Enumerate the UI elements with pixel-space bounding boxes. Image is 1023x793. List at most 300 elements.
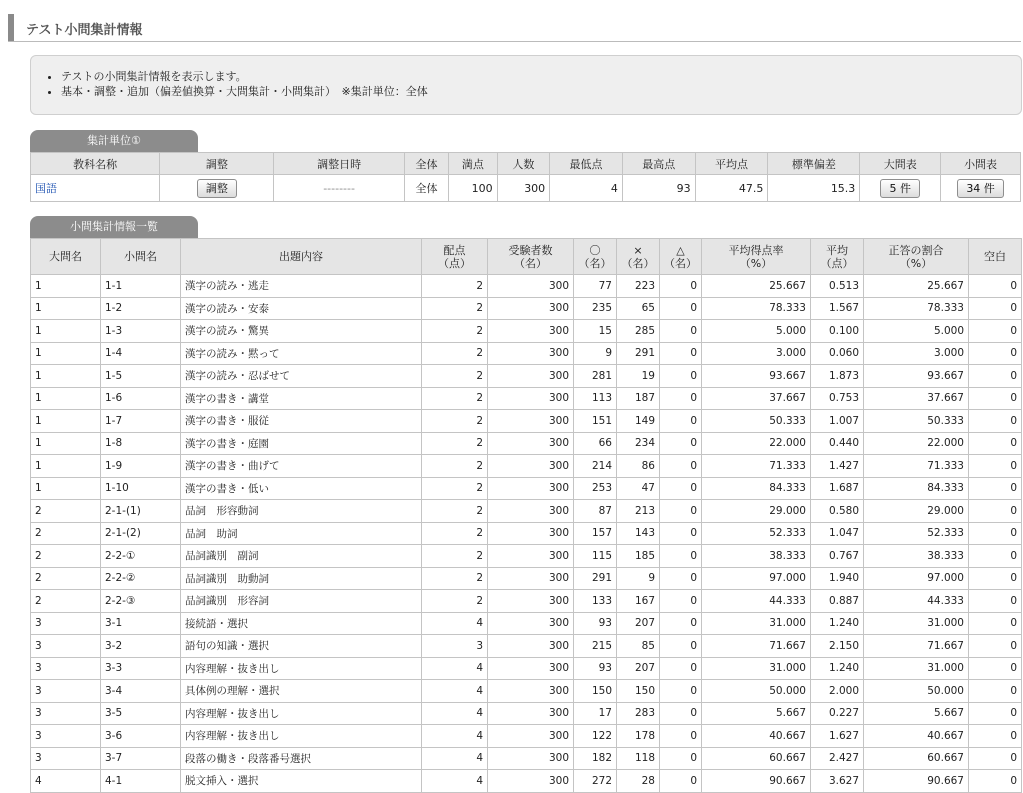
blank-cell: 0 (969, 770, 1022, 793)
wrong-cell: 149 (617, 410, 660, 433)
shomon-cell: 1-9 (101, 455, 181, 478)
points-cell: 2 (422, 500, 488, 523)
column-header: 標準偏差 (768, 153, 860, 175)
shomon-cell: 1-2 (101, 297, 181, 320)
shomon-cell: 1-4 (101, 342, 181, 365)
shomon-cell: 2-2-② (101, 567, 181, 590)
daimon-cell: 1 (31, 432, 101, 455)
correct-cell: 150 (574, 680, 617, 703)
daimon-cell: 2 (31, 500, 101, 523)
avg-rate-cell: 38.333 (702, 545, 811, 568)
content-cell: 内容理解・抜き出し (181, 725, 422, 748)
correct-cell: 17 (574, 702, 617, 725)
examinees-cell: 300 (488, 680, 574, 703)
column-header: × （名） (617, 239, 660, 275)
table-row (31, 432, 1022, 455)
content-cell: 漢字の書き・曲げて (181, 455, 422, 478)
correct-ratio-cell: 25.667 (864, 275, 969, 298)
shomon-cell: 2-2-③ (101, 590, 181, 613)
table-row (31, 320, 1022, 343)
avg-points-cell: 0.060 (811, 342, 864, 365)
blank-cell: 0 (969, 365, 1022, 388)
correct-cell: 77 (574, 275, 617, 298)
table-row (31, 590, 1022, 613)
blank-cell: 0 (969, 545, 1022, 568)
partial-cell: 0 (660, 432, 702, 455)
blank-cell: 0 (969, 680, 1022, 703)
column-header: △ （名） (660, 239, 702, 275)
correct-cell: 253 (574, 477, 617, 500)
examinees-cell: 300 (488, 702, 574, 725)
daimon-cell: 1 (31, 297, 101, 320)
correct-ratio-cell: 71.667 (864, 635, 969, 658)
daimon-cell: 1 (31, 342, 101, 365)
info-box (30, 55, 1022, 115)
table-row (31, 365, 1022, 388)
shomon-cell: 2-1-(1) (101, 500, 181, 523)
column-header: 教科名称 (31, 153, 160, 175)
avg-rate-cell: 93.667 (702, 365, 811, 388)
points-cell: 4 (422, 770, 488, 793)
wrong-cell: 234 (617, 432, 660, 455)
shomon-cell: 3-4 (101, 680, 181, 703)
avg-points-cell: 1.567 (811, 297, 864, 320)
partial-cell: 0 (660, 545, 702, 568)
avg-points-cell: 2.150 (811, 635, 864, 658)
examinees-cell: 300 (488, 477, 574, 500)
shomon-cell: 1-7 (101, 410, 181, 433)
correct-cell: 115 (574, 545, 617, 568)
content-cell: 漢字の読み・黙って (181, 342, 422, 365)
avg-rate-cell: 31.000 (702, 657, 811, 680)
avg-score-cell: 47.5 (695, 175, 768, 202)
avg-rate-cell: 50.333 (702, 410, 811, 433)
adjust-datetime: -------- (274, 175, 404, 202)
content-cell: 具体例の理解・選択 (181, 680, 422, 703)
wrong-cell: 223 (617, 275, 660, 298)
column-header: 受験者数 （名） (488, 239, 574, 275)
correct-cell: 133 (574, 590, 617, 613)
shomon-cell: 3-2 (101, 635, 181, 658)
examinees-cell: 300 (488, 747, 574, 770)
correct-ratio-cell: 22.000 (864, 432, 969, 455)
page-header (8, 14, 1021, 42)
unit-table-header (31, 153, 1021, 175)
avg-points-cell: 3.627 (811, 770, 864, 793)
avg-points-cell: 1.940 (811, 567, 864, 590)
avg-rate-cell: 84.333 (702, 477, 811, 500)
partial-cell: 0 (660, 567, 702, 590)
partial-cell: 0 (660, 320, 702, 343)
shomon-cell: 1-5 (101, 365, 181, 388)
partial-cell: 0 (660, 770, 702, 793)
correct-ratio-cell: 84.333 (864, 477, 969, 500)
avg-points-cell: 1.873 (811, 365, 864, 388)
daimon-cell: 3 (31, 702, 101, 725)
column-header: 調整 (160, 153, 274, 175)
column-header: 正答の割合 （%） (864, 239, 969, 275)
avg-rate-cell: 5.667 (702, 702, 811, 725)
correct-cell: 182 (574, 747, 617, 770)
table-row (31, 545, 1022, 568)
wrong-cell: 28 (617, 770, 660, 793)
daimon-cell: 3 (31, 680, 101, 703)
items-table-header (31, 239, 1022, 275)
items-table (30, 238, 1022, 793)
avg-points-cell: 1.427 (811, 455, 864, 478)
blank-cell: 0 (969, 657, 1022, 680)
correct-cell: 291 (574, 567, 617, 590)
points-cell: 3 (422, 635, 488, 658)
correct-cell: 15 (574, 320, 617, 343)
wrong-cell: 65 (617, 297, 660, 320)
table-row (31, 702, 1022, 725)
correct-ratio-cell: 97.000 (864, 567, 969, 590)
table-row (31, 477, 1022, 500)
correct-cell: 215 (574, 635, 617, 658)
column-header: 小問表 (941, 153, 1021, 175)
table-row (31, 747, 1022, 770)
wrong-cell: 167 (617, 590, 660, 613)
blank-cell: 0 (969, 342, 1022, 365)
correct-cell: 157 (574, 522, 617, 545)
avg-points-cell: 0.513 (811, 275, 864, 298)
content-cell: 内容理解・抜き出し (181, 657, 422, 680)
avg-points-cell: 1.007 (811, 410, 864, 433)
avg-points-cell: 1.240 (811, 612, 864, 635)
partial-cell: 0 (660, 635, 702, 658)
avg-rate-cell: 78.333 (702, 297, 811, 320)
content-cell: 脱文挿入・選択 (181, 770, 422, 793)
examinees-cell: 300 (488, 567, 574, 590)
column-header: 満点 (449, 153, 497, 175)
examinees-cell: 300 (488, 612, 574, 635)
avg-rate-cell: 71.667 (702, 635, 811, 658)
avg-points-cell: 0.580 (811, 500, 864, 523)
daimon-cell: 1 (31, 410, 101, 433)
content-cell: 品詞識別 形容詞 (181, 590, 422, 613)
min-score-cell: 4 (550, 175, 623, 202)
daimon-cell (860, 175, 941, 202)
correct-ratio-cell: 40.667 (864, 725, 969, 748)
adjust-cell (160, 175, 274, 202)
daimon-cell: 1 (31, 455, 101, 478)
partial-cell: 0 (660, 297, 702, 320)
correct-cell: 9 (574, 342, 617, 365)
examinees-cell: 300 (488, 342, 574, 365)
daimon-cell: 2 (31, 522, 101, 545)
daimon-cell: 3 (31, 725, 101, 748)
partial-cell: 0 (660, 725, 702, 748)
partial-cell: 0 (660, 455, 702, 478)
content-cell: 漢字の読み・逃走 (181, 275, 422, 298)
examinees-cell: 300 (488, 522, 574, 545)
correct-ratio-cell: 52.333 (864, 522, 969, 545)
avg-points-cell: 0.100 (811, 320, 864, 343)
unit-section-tab: 集計単位① (30, 130, 198, 152)
table-row (31, 455, 1022, 478)
correct-ratio-cell: 90.667 (864, 770, 969, 793)
points-cell: 4 (422, 657, 488, 680)
partial-cell: 0 (660, 702, 702, 725)
blank-cell: 0 (969, 477, 1022, 500)
partial-cell: 0 (660, 747, 702, 770)
examinees-cell: 300 (488, 365, 574, 388)
avg-points-cell: 2.000 (811, 680, 864, 703)
correct-cell: 151 (574, 410, 617, 433)
blank-cell: 0 (969, 275, 1022, 298)
content-cell: 漢字の読み・驚異 (181, 320, 422, 343)
avg-points-cell: 1.627 (811, 725, 864, 748)
examinees-cell: 300 (488, 770, 574, 793)
examinees-cell: 300 (488, 500, 574, 523)
avg-points-cell: 1.047 (811, 522, 864, 545)
correct-ratio-cell: 38.333 (864, 545, 969, 568)
correct-ratio-cell: 93.667 (864, 365, 969, 388)
points-cell: 2 (422, 297, 488, 320)
shomon-cell: 4-1 (101, 770, 181, 793)
daimon-cell: 1 (31, 275, 101, 298)
examinees-cell: 300 (488, 635, 574, 658)
avg-points-cell: 0.767 (811, 545, 864, 568)
points-cell: 2 (422, 342, 488, 365)
blank-cell: 0 (969, 702, 1022, 725)
column-header: 出題内容 (181, 239, 422, 275)
points-cell: 2 (422, 590, 488, 613)
items-section-tab: 小問集計情報一覧 (30, 216, 198, 238)
content-cell: 接続語・選択 (181, 612, 422, 635)
blank-cell: 0 (969, 612, 1022, 635)
count-cell: 300 (497, 175, 550, 202)
blank-cell: 0 (969, 635, 1022, 658)
blank-cell: 0 (969, 410, 1022, 433)
header-accent-bar (8, 14, 14, 41)
partial-cell: 0 (660, 522, 702, 545)
column-header: 〇 （名） (574, 239, 617, 275)
daimon-cell: 3 (31, 612, 101, 635)
correct-cell: 214 (574, 455, 617, 478)
correct-cell: 272 (574, 770, 617, 793)
shomon-cell: 2-2-① (101, 545, 181, 568)
partial-cell: 0 (660, 410, 702, 433)
avg-rate-cell: 37.667 (702, 387, 811, 410)
blank-cell: 0 (969, 455, 1022, 478)
examinees-cell: 300 (488, 387, 574, 410)
content-cell: 漢字の読み・安泰 (181, 297, 422, 320)
partial-cell: 0 (660, 590, 702, 613)
content-cell: 漢字の書き・講堂 (181, 387, 422, 410)
column-header: 空白 (969, 239, 1022, 275)
avg-rate-cell: 90.667 (702, 770, 811, 793)
avg-rate-cell: 52.333 (702, 522, 811, 545)
shomon-cell: 3-7 (101, 747, 181, 770)
blank-cell: 0 (969, 725, 1022, 748)
table-row (31, 680, 1022, 703)
correct-cell: 235 (574, 297, 617, 320)
avg-points-cell: 2.427 (811, 747, 864, 770)
content-cell: 品詞 助詞 (181, 522, 422, 545)
avg-points-cell: 0.440 (811, 432, 864, 455)
examinees-cell: 300 (488, 432, 574, 455)
correct-cell: 93 (574, 657, 617, 680)
avg-rate-cell: 40.667 (702, 725, 811, 748)
points-cell: 2 (422, 275, 488, 298)
items-table-body (31, 275, 1022, 793)
daimon-table-button[interactable]: 5 件 (880, 179, 920, 198)
examinees-cell: 300 (488, 297, 574, 320)
points-cell: 2 (422, 455, 488, 478)
points-cell: 4 (422, 680, 488, 703)
shomon-cell: 3-3 (101, 657, 181, 680)
avg-rate-cell: 5.000 (702, 320, 811, 343)
daimon-cell: 4 (31, 770, 101, 793)
column-header: 小問名 (101, 239, 181, 275)
table-row (31, 770, 1022, 793)
table-row (31, 410, 1022, 433)
column-header: 平均 （点） (811, 239, 864, 275)
wrong-cell: 150 (617, 680, 660, 703)
points-cell: 2 (422, 387, 488, 410)
daimon-cell: 1 (31, 365, 101, 388)
points-cell: 2 (422, 545, 488, 568)
shomon-cell: 1-1 (101, 275, 181, 298)
avg-rate-cell: 25.667 (702, 275, 811, 298)
wrong-cell: 19 (617, 365, 660, 388)
wrong-cell: 9 (617, 567, 660, 590)
correct-cell: 66 (574, 432, 617, 455)
content-cell: 品詞識別 助動詞 (181, 567, 422, 590)
table-row (31, 500, 1022, 523)
avg-rate-cell: 29.000 (702, 500, 811, 523)
correct-ratio-cell: 31.000 (864, 657, 969, 680)
daimon-cell: 2 (31, 545, 101, 568)
examinees-cell: 300 (488, 657, 574, 680)
blank-cell: 0 (969, 320, 1022, 343)
shomon-cell: 3-6 (101, 725, 181, 748)
correct-ratio-cell: 44.333 (864, 590, 969, 613)
info-line: • テストの小問集計情報を表示します。 (61, 69, 1021, 84)
table-row (31, 612, 1022, 635)
avg-rate-cell: 60.667 (702, 747, 811, 770)
points-cell: 4 (422, 747, 488, 770)
column-header: 大問表 (860, 153, 941, 175)
table-row (31, 725, 1022, 748)
scope-cell: 全体 (404, 175, 448, 202)
correct-cell: 122 (574, 725, 617, 748)
partial-cell: 0 (660, 680, 702, 703)
avg-rate-cell: 31.000 (702, 612, 811, 635)
daimon-cell: 3 (31, 657, 101, 680)
content-cell: 語句の知識・選択 (181, 635, 422, 658)
correct-ratio-cell: 50.000 (864, 680, 969, 703)
content-cell: 漢字の書き・庭園 (181, 432, 422, 455)
avg-points-cell: 0.887 (811, 590, 864, 613)
full-score-cell: 100 (449, 175, 497, 202)
wrong-cell: 207 (617, 657, 660, 680)
correct-cell: 87 (574, 500, 617, 523)
points-cell: 2 (422, 567, 488, 590)
avg-points-cell: 1.687 (811, 477, 864, 500)
correct-ratio-cell: 78.333 (864, 297, 969, 320)
page-title: テスト小問集計情報 (26, 23, 143, 38)
points-cell: 2 (422, 432, 488, 455)
daimon-cell: 1 (31, 477, 101, 500)
shomon-cell: 2-1-(2) (101, 522, 181, 545)
content-cell: 漢字の書き・服従 (181, 410, 422, 433)
content-cell: 段落の働き・段落番号選択 (181, 747, 422, 770)
table-row (31, 657, 1022, 680)
wrong-cell: 207 (617, 612, 660, 635)
column-header: 全体 (404, 153, 448, 175)
wrong-cell: 213 (617, 500, 660, 523)
shomon-table-button[interactable]: 34 件 (957, 179, 1004, 198)
wrong-cell: 185 (617, 545, 660, 568)
partial-cell: 0 (660, 657, 702, 680)
partial-cell: 0 (660, 500, 702, 523)
correct-ratio-cell: 50.333 (864, 410, 969, 433)
blank-cell: 0 (969, 500, 1022, 523)
info-line: • 基本・調整・追加（偏差値換算・大問集計・小問集計） ※集計単位：全体 (61, 84, 1021, 99)
blank-cell: 0 (969, 297, 1022, 320)
correct-ratio-cell: 5.000 (864, 320, 969, 343)
examinees-cell: 300 (488, 455, 574, 478)
points-cell: 4 (422, 702, 488, 725)
table-row (31, 275, 1022, 298)
daimon-cell: 2 (31, 567, 101, 590)
points-cell: 2 (422, 410, 488, 433)
avg-rate-cell: 97.000 (702, 567, 811, 590)
column-header: 大問名 (31, 239, 101, 275)
column-header: 最低点 (550, 153, 623, 175)
partial-cell: 0 (660, 275, 702, 298)
correct-cell: 113 (574, 387, 617, 410)
partial-cell: 0 (660, 365, 702, 388)
avg-rate-cell: 44.333 (702, 590, 811, 613)
unit-row (31, 175, 1021, 202)
shomon-cell: 1-10 (101, 477, 181, 500)
blank-cell: 0 (969, 522, 1022, 545)
partial-cell: 0 (660, 342, 702, 365)
points-cell: 4 (422, 612, 488, 635)
shomon-cell: 1-3 (101, 320, 181, 343)
table-row (31, 297, 1022, 320)
adjust-button[interactable]: 調整 (197, 179, 237, 198)
shomon-cell: 1-8 (101, 432, 181, 455)
correct-cell: 281 (574, 365, 617, 388)
partial-cell: 0 (660, 477, 702, 500)
blank-cell: 0 (969, 747, 1022, 770)
examinees-cell: 300 (488, 320, 574, 343)
wrong-cell: 283 (617, 702, 660, 725)
wrong-cell: 187 (617, 387, 660, 410)
table-row (31, 387, 1022, 410)
wrong-cell: 85 (617, 635, 660, 658)
wrong-cell: 143 (617, 522, 660, 545)
points-cell: 2 (422, 320, 488, 343)
daimon-cell: 1 (31, 320, 101, 343)
column-header: 人数 (497, 153, 550, 175)
shomon-cell (941, 175, 1021, 202)
daimon-cell: 3 (31, 635, 101, 658)
avg-rate-cell: 50.000 (702, 680, 811, 703)
points-cell: 2 (422, 477, 488, 500)
subject-link[interactable]: 国語 (35, 182, 57, 195)
blank-cell: 0 (969, 387, 1022, 410)
content-cell: 品詞識別 副詞 (181, 545, 422, 568)
wrong-cell: 178 (617, 725, 660, 748)
wrong-cell: 291 (617, 342, 660, 365)
examinees-cell: 300 (488, 545, 574, 568)
